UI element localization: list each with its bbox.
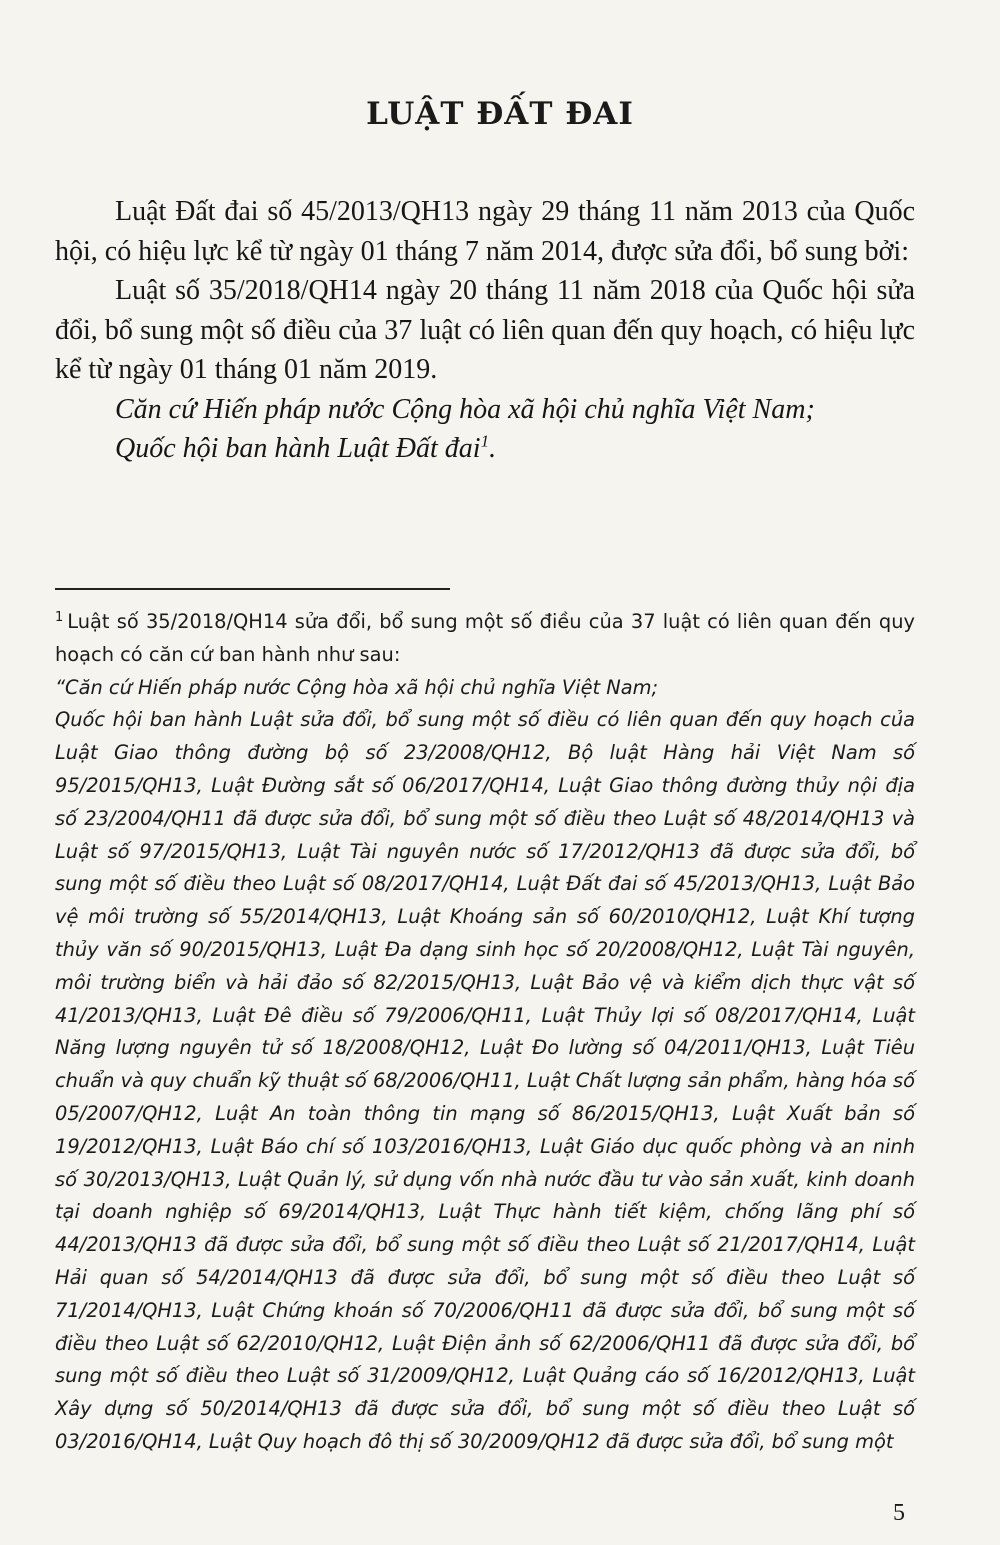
footnote-divider: [55, 588, 450, 590]
footnote: [55, 606, 915, 1459]
paragraph-law-info: Luật Đất đai số 45/2013/QH13 ngày 29 tháng 11 năm 2013 của Quốc hội, có hiệu lực kể từ ngày 01 tháng 7 năm 2014, được sửa đổi, bổ sung bởi:: [55, 196, 915, 267]
footnote-marker: 1: [55, 609, 64, 625]
footnote-quote-line1: “Căn cứ Hiến pháp nước Cộng hòa xã hội chủ nghĩa Việt Nam;: [55, 675, 659, 699]
enactment-text: Quốc hội ban hành Luật Đất đai: [115, 433, 481, 464]
body-text: [55, 192, 915, 469]
footnote-intro-text: Luật số 35/2018/QH14 sửa đổi, bổ sung một số điều của 37 luật có liên quan đến quy hoạch có căn cứ ban hành như sau:: [55, 610, 915, 666]
paragraph-amendment: Luật số 35/2018/QH14 ngày 20 tháng 11 năm 2018 của Quốc hội sửa đổi, bổ sung một số điều của 37 luật có liên quan đến quy hoạch, có hiệu lực kể từ ngày 01 tháng 01 năm 2019.: [55, 275, 915, 385]
footnote-quote-body: Quốc hội ban hành Luật sửa đổi, bổ sung một số điều có liên quan đến quy hoạch của Luật Giao thông đường bộ số 23/2008/QH12, Bộ luật Hàng hải Việt Nam số 95/2015/QH13, Luật Đường sắt số 06/2017/QH14, Luật Giao thông đường thủy nội địa số 23/2004/QH11 đã được sửa đổi, bổ sung một số điều theo Luật số 48/2014/QH13 và Luật số 97/2015/QH13, Luật Tài nguyên nước số 17/2012/QH13 đã được sửa đổi, bổ sung một số điều theo Luật số 08/2017/QH14, Luật Đất đai số 45/2013/QH13, Luật Bảo vệ môi trường số 55/2014/QH13, Luật Khoáng sản số 60/2010/QH12, Luật Khí tượng thủy văn số 90/2015/QH13, Luật Đa dạng sinh học số 20/2008/QH12, Luật Tài nguyên, môi trường biển và hải đảo số 82/2015/QH13, Luật Bảo vệ và kiểm dịch thực vật số 41/2013/QH13, Luật Đê điều số 79/2006/QH11, Luật Thủy lợi số 08/2017/QH14, Luật Năng lượng nguyên tử số 18/2008/QH12, Luật Đo lường số 04/2011/QH13, Luật Tiêu chuẩn và quy chuẩn kỹ thuật số 68/2006/QH11, Luật Chất lượng sản phẩm, hàng hóa số 05/2007/QH12, Luật An toàn thông tin mạng số 86/2015/QH13, Luật Xuất bản số 19/2012/QH13, Luật Báo chí số 103/2016/QH13, Luật Giáo dục quốc phòng và an ninh số 30/2013/QH13, Luật Quản lý, sử dụng vốn nhà nước đầu tư vào sản xuất, kinh doanh tại doanh nghiệp số 69/2014/QH13, Luật Thực hành tiết kiệm, chống lãng phí số 44/2013/QH13 đã được sửa đổi, bổ sung một số điều theo Luật số 21/2017/QH14, Luật Hải quan số 54/2014/QH13 đã được sửa đổi, bổ sung một số điều theo Luật số 71/2014/QH13, Luật Chứng khoán số 70/2006/QH11 đã được sửa đổi, bổ sung một số điều theo Luật số 62/2010/QH12, Luật Điện ảnh số 62/2006/QH11 đã được sửa đổi, bổ sung một số điều theo Luật số 31/2009/QH12, Luật Quảng cáo số 16/2012/QH13, Luật Xây dựng số 50/2014/QH13 đã được sửa đổi, bổ sung một số điều theo Luật số 03/2016/QH14, Luật Quy hoạch đô thị số 30/2009/QH12 đã được sửa đổi, bổ sung một: [55, 708, 915, 1453]
footnote-reference[interactable]: 1: [480, 431, 490, 451]
footnote-intro: [55, 606, 915, 672]
page-title: LUẬT ĐẤT ĐAI: [366, 96, 634, 132]
paragraph-constitution-basis: Căn cứ Hiến pháp nước Cộng hòa xã hội chủ nghĩa Việt Nam;: [115, 393, 815, 425]
enactment-end: .: [489, 433, 497, 464]
page-number: 5: [893, 1500, 905, 1526]
paragraph-enactment: [55, 429, 915, 469]
